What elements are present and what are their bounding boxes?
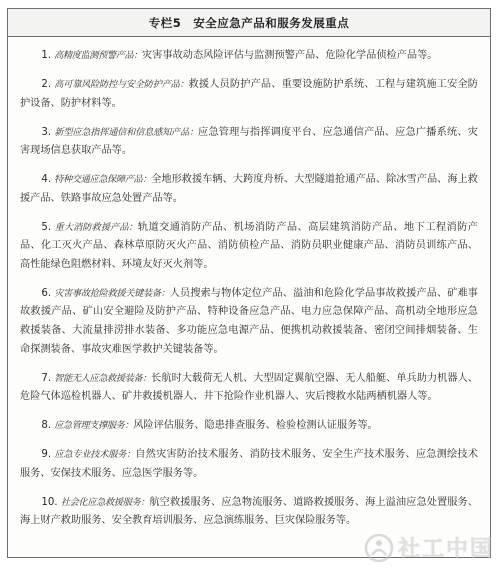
item-list [8, 37, 490, 531]
item-category: 应急专业技术服务： [54, 449, 136, 461]
item-category: 特种交通应急保障产品： [54, 174, 152, 186]
list-item [20, 494, 478, 531]
item-text: 人员搜索与物体定位产品、溢油和危险化学品事故救援产品、矿难事故救援产品、矿山安全避险及防护产品、特种设备应急产品、电力应急保障产品、高机动全地形应急救援装备、大流量排涝排水装备、多功能应急电源产品、便携机动救援装备、密闭空间排烟装备、生命探测装备、事故灾难医学救护关键装备等。 [20, 287, 478, 355]
item-text: 轨道交通消防产品、机场消防产品、高层建筑消防产品、地下工程消防产品、化工灭火产品、森林草原防灭火产品、消防侦检产品、消防员职业健康产品、消防员训练产品、高性能绿色阻燃材料、环境友好灭火剂等。 [20, 221, 478, 270]
item-category: 新型应急指挥通信和信息感知产品： [54, 126, 198, 138]
item-category: 灾害事故抢险救援关键装备： [54, 287, 170, 299]
item-category: 社会化应急救援服务： [60, 496, 150, 508]
list-item [20, 47, 478, 66]
title-bar [8, 9, 490, 37]
list-item [20, 219, 478, 275]
item-text: 自然灾害防治技术服务、消防技术服务、安全生产技术服务、应急测绘技术服务、安保技术服务、应急医学服务等。 [20, 449, 479, 479]
list-item [20, 76, 478, 113]
list-item [20, 417, 478, 436]
item-text: 救援人员防护产品、重要设施防护系统、工程与建筑施工安全防护设备、防护材料等。 [20, 78, 478, 109]
item-category: 智能无人应急救援装备： [54, 372, 152, 384]
item-number: 3. [41, 126, 52, 138]
item-text: 灾害事故动态风险评估与监测预警产品、危险化学品侦检产品等。 [142, 50, 438, 61]
item-text: 应急管理与指挥调度平台、应急通信产品、应急广播系统、灾害现场信息获取产品等。 [20, 126, 478, 157]
item-category: 高可靠风险防控与安全防护产品： [54, 78, 189, 90]
item-number: 10. [41, 496, 58, 508]
list-item [20, 171, 478, 208]
item-number: 9. [41, 449, 52, 461]
watermark [364, 532, 494, 563]
list-item [20, 285, 478, 359]
list-item [20, 370, 478, 407]
item-text: 长航时大载荷无人机、大型固定翼航空器、无人船艇、单兵助力机器人、危险气体巡检机器人、矿井救援机器人、井下抢险作业机器人、灾后搜救水陆两栖机器人等。 [20, 372, 478, 403]
feature-box [7, 8, 491, 558]
item-category: 高精度监测预警产品： [54, 50, 143, 61]
list-item [20, 124, 478, 161]
social-work-logo-icon [364, 533, 394, 563]
item-number: 7. [41, 372, 52, 384]
box-title: 专栏5 安全应急产品和服务发展重点 [148, 15, 350, 30]
item-text: 风险评估服务、隐患排查服务、检验检测认证服务等。 [133, 420, 378, 432]
list-item [20, 446, 478, 483]
item-number: 4. [41, 174, 52, 186]
item-text: 航空救援服务、应急物流服务、道路救援服务、海上溢油应急处置服务、海上财产救助服务、安全教育培训服务、应急演练服务、巨灾保险服务等。 [20, 496, 478, 527]
item-category: 应急管理支撑服务： [54, 420, 134, 432]
item-number: 5. [41, 221, 52, 233]
item-number: 2. [41, 78, 52, 90]
item-number: 6. [41, 287, 52, 299]
watermark-text: 社工中国 [397, 537, 494, 562]
item-number: 8. [41, 420, 52, 432]
item-text: 全地形救援车辆、大跨度舟桥、大型隧道抢通产品、除冰雪产品、海上救援产品、铁路事故应急处置产品等。 [20, 174, 478, 204]
item-number: 1. [41, 50, 52, 61]
item-category: 重大消防救援产品： [54, 221, 138, 233]
